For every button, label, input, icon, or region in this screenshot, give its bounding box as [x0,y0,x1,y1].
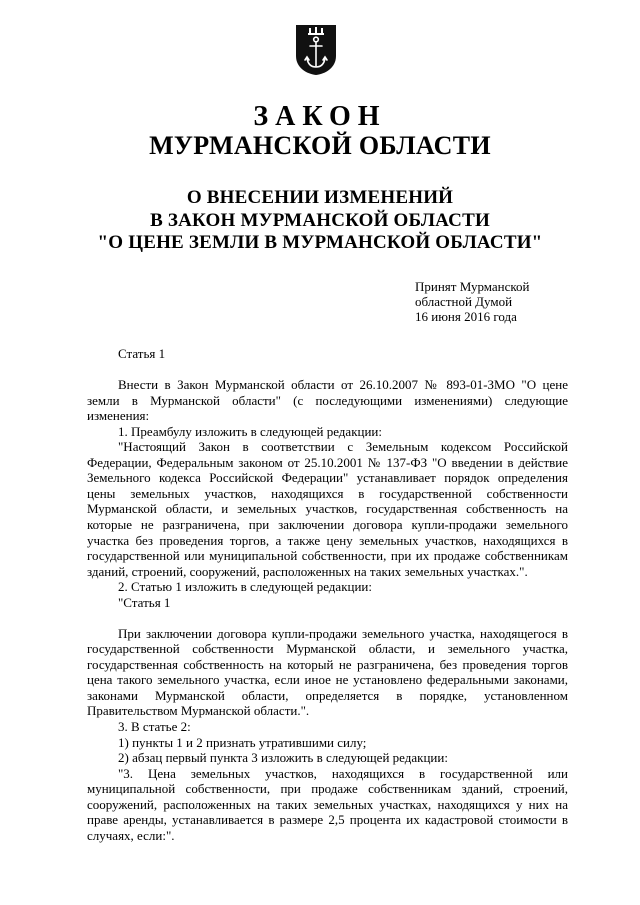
coat-of-arms-icon [295,24,337,76]
quoted-article-heading: "Статья 1 [118,594,171,610]
law-title: ЗАКОН [253,101,387,132]
subtitle-line-2: В ЗАКОН МУРМАНСКОЙ ОБЛАСТИ [150,210,490,231]
amendment-item-3: 3. В статье 2: [118,719,191,735]
item-3-new-text: "3. Цена земельных участков, находящихся в государственной или муниципальной собственности, при продаже собственникам зданий, строений, сооружений, расположенных на таких земельных участках, находящихся у них на праве аренды, устанавливается в размере 2,5 процента их кадастровой стоимости в случаях, если:". [87,765,568,843]
article-1-text: При заключении договора купли-продажи земельного участка, находящегося в государственной собственности Мурманской области, и земельного участка, государственная собственность на который не разграничена, без проведения торгов цена такого земельного участка, если иное не установлено федеральными законами, законами Мурманской области, определяется в порядке, установленном Правительством Мурманской области.". [87,625,568,719]
amendment-item-2: 2. Статью 1 изложить в следующей редакции: [118,579,372,595]
adoption-line-2: областной Думой [415,294,513,309]
intro-paragraph: Внести в Закон Мурманской области от 26.10.2007 № 893-01-ЗМО "О цене земли в Мурманской области" (с последующими изменениями) следующие изменения: [87,377,568,424]
item-3-subitem-2: 2) абзац первый пункта 3 изложить в следующей редакции: [118,750,448,766]
item-3-subitem-1: 1) пункты 1 и 2 признать утратившими силу; [118,734,367,750]
subtitle-line-1: О ВНЕСЕНИИ ИЗМЕНЕНИЙ [186,187,454,208]
adoption-line-1: Принят Мурманской [415,279,530,294]
region-title: МУРМАНСКОЙ ОБЛАСТИ [149,131,491,160]
adoption-date: 16 июня 2016 года [415,309,517,324]
subtitle-line-3: "О ЦЕНЕ ЗЕМЛИ В МУРМАНСКОЙ ОБЛАСТИ" [97,232,543,253]
preamble-text: "Настоящий Закон в соответствии с Земельным кодексом Российской Федерации, Федеральным законом от 25.10.2001 № 137-ФЗ "О введении в действие Земельного кодекса Российской Федерации" устанавливает порядок определения цены земельных участков, находящихся в государственной собственности Мурманской области, и земельных участков, государственная собственность на которые не разграничена, при заключении договора купли-продажи земельного участка без проведения торгов, а также цену земельных участков, находящихся в государственной или муниципальной собственности, при их продаже собственникам зданий, строений, сооружений, расположенных на таких земельных участках.". [87,439,568,579]
adoption-note [415,279,530,324]
law-body [87,346,568,843]
amendment-item-1: 1. Преамбулу изложить в следующей редакции: [118,423,382,439]
article-heading: Статья 1 [118,346,166,361]
